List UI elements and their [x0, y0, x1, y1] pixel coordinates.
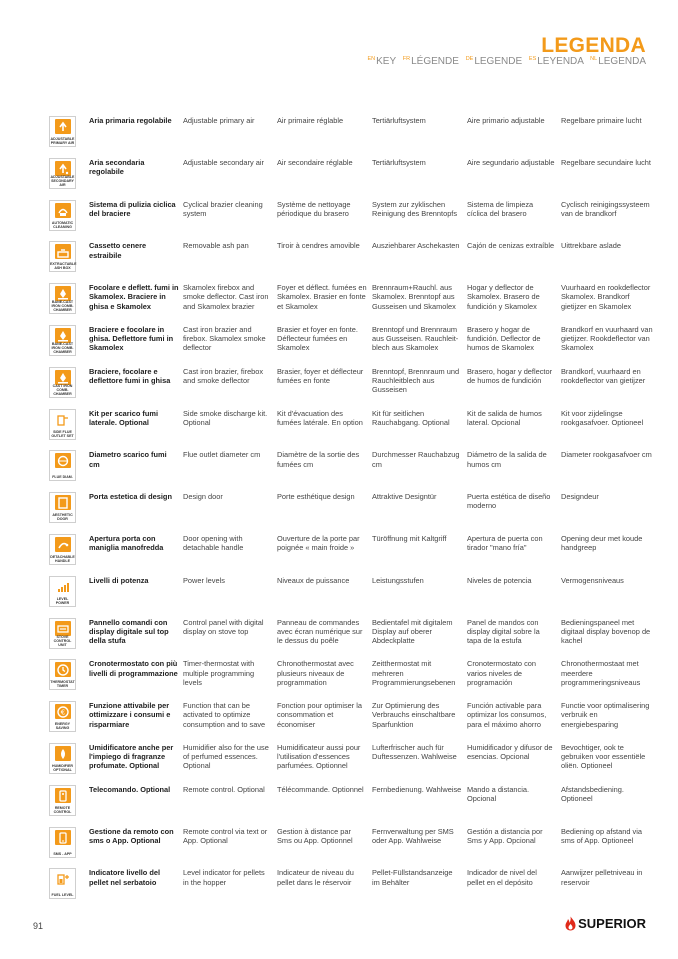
- flue-diameter-icon: [49, 450, 76, 481]
- svg-text:€: €: [60, 708, 66, 717]
- label-fr: Système de nettoyage périodique du brasero: [277, 199, 351, 218]
- label-de: Tertiärluftsystem: [372, 157, 426, 167]
- legend-row: [49, 865, 659, 907]
- label-it: Livelli di potenza: [89, 575, 149, 585]
- icon-caption: AESTHETIC DOOR: [52, 513, 73, 522]
- label-en: Design door: [183, 492, 223, 502]
- brand-name: SUPERIOR: [578, 916, 646, 931]
- icon-caption: SIDE FLUE OUTLET SET: [51, 429, 74, 438]
- label-nl: Brandkorf, vuurhaard en rookdeflector van gietijzer: [561, 366, 646, 385]
- extractable-ash-box-icon: [49, 241, 76, 272]
- icon-caption: EXTRACTABLE ASH BOX: [50, 262, 77, 271]
- label-de: System zur zyklischen Reinigung des Brenntopfs: [372, 199, 458, 218]
- icon-caption: ADJUSTABLE SECONDARY AIR: [50, 174, 75, 187]
- label-fr: Tiroir à cendres amovible: [277, 241, 360, 251]
- icon-caption: HUMIDIFIER OPTIONAL: [52, 763, 73, 772]
- lang-nl: $^{NL}$LEGENDA: [590, 56, 646, 67]
- label-de: Tertiärluftsystem: [372, 116, 426, 125]
- label-en: Timer-thermostat with multiple programming levels: [183, 659, 255, 687]
- label-es: Niveles de potencia: [467, 575, 532, 585]
- label-en: Function that can be activated to optimize consumption and to save: [183, 701, 266, 729]
- label-en: Flue outlet diameter cm: [183, 450, 261, 460]
- label-en: Adjustable secondary air: [183, 157, 264, 167]
- label-it: Pannello comandi con display digitale sul top della stufa: [89, 617, 169, 645]
- legend-row: [49, 824, 659, 866]
- legend-row: [49, 322, 659, 364]
- label-nl: Kit voor zijdelingse rookgasafvoer. Optioneel: [561, 408, 644, 427]
- label-nl: Aanwijzer pelletniveau in reservoir: [561, 868, 643, 887]
- stove-control-unit-icon: [49, 618, 76, 649]
- icon-caption: LEVEL POWER: [55, 596, 70, 605]
- label-en: Level indicator for pellets in the hopper: [183, 868, 265, 887]
- label-en: Humidifier also for the use of perfumed essences. Optional: [183, 742, 269, 771]
- label-en: Skamolex firebox and smoke deflector. Cast iron and Skamolex brazier: [183, 283, 269, 311]
- label-it: Aria secondaria regolabile: [89, 157, 145, 176]
- language-list: [364, 56, 647, 67]
- label-it: Telecomando. Optional: [89, 784, 171, 794]
- label-de: Brenntopf, Brennraum und Rauchleitblech aus Gusseisen: [372, 366, 460, 395]
- legend-row: [49, 238, 659, 280]
- legend-row: [49, 698, 659, 740]
- side-flue-outlet-icon: [49, 409, 76, 440]
- label-fr: Foyer et déflect. fumées en Skamolex. Brasier en fonte et Skamolex: [277, 283, 367, 311]
- label-it: Braciere e focolare in ghisa. Deflettore fumi in Skamolex: [89, 324, 174, 353]
- label-fr: Brasier, foyer et déflecteur fumées en fonte: [277, 366, 364, 385]
- label-nl: Cyclisch reinigingssysteem van de brandkorf: [561, 199, 650, 218]
- adjustable-secondary-air-icon: [49, 158, 76, 189]
- label-fr: Chronothermostat avec plusieurs niveaux de programmation: [277, 659, 354, 687]
- label-en: Adjustable primary air: [183, 116, 255, 125]
- label-de: Türöffnung mit Kaltgriff: [372, 533, 447, 543]
- label-es: Brasero, hogar y deflector de humos de fundición: [467, 366, 553, 385]
- label-es: Cronotermostato con varios niveles de programación: [467, 659, 537, 687]
- label-de: Pellet-Füllstandsanzeige im Behälter: [372, 868, 453, 887]
- label-it: Indicatore livello del pellet nel serbatoio: [89, 868, 161, 887]
- label-nl: Chronothermostaat met meerdere programmeringsniveaus: [561, 659, 641, 687]
- lang-en: $^{EN}$KEY: [367, 56, 396, 67]
- icon-caption: FLUE DIAM.: [52, 475, 73, 480]
- adjustable-primary-air-icon: [49, 116, 76, 147]
- legend-row: [49, 573, 659, 615]
- legend-row: [49, 155, 659, 197]
- label-en: Cast iron brazier, firebox and smoke deflector: [183, 366, 264, 385]
- label-it: Sistema di pulizia ciclica del braciere: [89, 199, 176, 218]
- legend-row: [49, 615, 659, 657]
- label-en: Removable ash pan: [183, 241, 249, 251]
- icon-caption: BANE-CAST IRON COMB. CHAMBER: [51, 300, 74, 313]
- label-es: Aire segundario adjustable: [467, 157, 555, 167]
- label-it: Aria primaria regolabile: [89, 116, 172, 125]
- label-de: Fernverwaltung per SMS oder App. Wahlweise: [372, 826, 454, 845]
- icon-caption: STOVE CONTROL UNIT: [53, 634, 72, 647]
- legend-row: [49, 447, 659, 489]
- label-de: Kit für seitlichen Rauchabgang. Optional: [372, 408, 450, 427]
- label-nl: Brandkorf en vuurhaard van gietijzer. Rookdeflector van Skamolex: [561, 324, 653, 353]
- label-de: Ausziehbarer Aschekasten: [372, 241, 460, 251]
- label-fr: Air primaire réglable: [277, 116, 344, 125]
- label-en: Power levels: [183, 575, 225, 585]
- label-nl: Vermogensniveaus: [561, 575, 624, 585]
- legend-row: [49, 280, 659, 322]
- cast-iron-skamolex-chamber-icon: [49, 325, 76, 356]
- label-it: Funzione attivabile per ottimizzare i consumi e risparmiare: [89, 701, 171, 729]
- label-fr: Niveaux de puissance: [277, 575, 350, 585]
- label-nl: Vuurhaard en rookdeflector Skamolex. Brandkorf gietijzer en Skamolex: [561, 283, 651, 311]
- label-es: Apertura de puerta con tirador "mano fría": [467, 533, 543, 553]
- label-en: Cast iron brazier and firebox. Skamolex smoke deflector: [183, 324, 266, 353]
- label-es: Sistema de limpieza cíclica del brasero: [467, 199, 534, 218]
- legend-row: [49, 656, 659, 698]
- label-it: Apertura porta con maniglia manofredda: [89, 533, 164, 553]
- icon-caption: FUEL LEVEL: [51, 893, 74, 898]
- label-nl: Uittrekbare aslade: [561, 241, 621, 251]
- label-es: Brasero y hogar de fundición. Deflector de humos de Skamolex: [467, 324, 541, 353]
- label-fr: Fonction pour optimiser la consommation et économiser: [277, 701, 363, 729]
- label-nl: Regelbare primaire lucht: [561, 116, 642, 125]
- label-es: Kit de salida de humos lateral. Opcional: [467, 408, 542, 427]
- label-es: Diámetro de la salida de humos cm: [467, 450, 547, 469]
- icon-caption: SMS - APP: [53, 851, 72, 856]
- label-fr: Gestion à distance par Sms ou App. Optionnel: [277, 826, 353, 845]
- icon-caption: DETACHABLE HANDLE: [50, 554, 75, 563]
- label-es: Aire primario adjustable: [467, 116, 545, 125]
- aesthetic-door-icon: [49, 492, 76, 523]
- label-de: Zeitthermostat mit mehreren Programmierungsebenen: [372, 659, 456, 687]
- label-de: Attraktive Designtür: [372, 492, 437, 502]
- label-es: Panel de mandos con display digital sobre la tapa de la estufa: [467, 617, 540, 645]
- legend-row: [49, 740, 659, 782]
- label-fr: Air secondaire réglable: [277, 157, 353, 167]
- lang-es: $^{ES}$LEYENDA: [528, 56, 584, 67]
- label-it: Focolare e deflett. fumi in Skamolex. Braciere in ghisa e Skamolex: [89, 283, 179, 311]
- label-es: Hogar y deflector de Skamolex. Brasero de fundición y Skamolex: [467, 283, 540, 311]
- label-nl: Bediening op afstand via sms of App. Optioneel: [561, 826, 642, 845]
- label-nl: Opening deur met koude handgreep: [561, 533, 643, 553]
- label-it: Cronotermostato con più livelli di programmazione: [89, 659, 178, 678]
- label-de: Brenntopf und Brennraum aus Gusseisen. Rauchleit-blech aus Skamolex: [372, 324, 459, 353]
- skamolex-combustion-chamber-icon: [49, 283, 76, 314]
- legend-row: [49, 531, 659, 573]
- icon-caption: ADJUSTABLE PRIMARY AIR: [50, 137, 75, 145]
- label-es: Mando a distancia. Opcional: [467, 784, 530, 803]
- label-fr: Diamètre de la sortie des fumées cm: [277, 450, 360, 469]
- label-de: Fernbedienung. Wahlweise: [372, 784, 462, 794]
- cast-iron-chamber-icon: [49, 367, 76, 398]
- label-de: Zur Optimierung des Verbrauchs einschaltbare Sparfunktion: [372, 701, 456, 729]
- label-it: Umidificatore anche per l'impiego di fragranze profumate. Optional: [89, 742, 174, 771]
- label-it: Braciere, focolare e deflettore fumi in ghisa: [89, 366, 171, 385]
- label-de: Leistungsstufen: [372, 575, 424, 585]
- label-es: Indicador de nivel del pellet en el depósito: [467, 868, 537, 887]
- label-es: Cajón de cenizas extraíble: [467, 241, 555, 251]
- label-en: Door opening with detachable handle: [183, 533, 244, 553]
- remote-control-icon: [49, 785, 76, 816]
- label-it: Gestione da remoto con sms o App. Optional: [89, 826, 174, 845]
- label-es: Puerta estética de diseño moderno: [467, 492, 551, 511]
- legend-table: [49, 113, 659, 907]
- label-it: Cassetto cenere estraibile: [89, 241, 147, 260]
- label-en: Remote control via text or App. Optional: [183, 826, 268, 845]
- label-nl: Afstandsbediening. Optioneel: [561, 784, 624, 803]
- icon-caption: CAST IRON COMB. CHAMBER: [52, 383, 73, 396]
- label-nl: Designdeur: [561, 492, 599, 502]
- label-en: Control panel with digital display on stove top: [183, 617, 264, 636]
- label-nl: Bevochtiger, ook te gebruiken voor essentiële oliën. Optioneel: [561, 742, 646, 771]
- label-nl: Diameter rookgasafvoer cm: [561, 450, 652, 460]
- label-it: Porta estetica di design: [89, 492, 172, 502]
- label-fr: Ouverture de la porte par poignée « main froide »: [277, 533, 360, 553]
- icon-caption: ENERGY SAVING: [54, 722, 71, 731]
- fuel-level-icon: [49, 868, 76, 899]
- page-number: 91: [33, 921, 44, 931]
- label-fr: Brasier et foyer en fonte. Déflecteur fumées en Skamolex: [277, 324, 358, 353]
- level-power-icon: [49, 576, 76, 607]
- flame-icon: [565, 916, 576, 931]
- label-fr: Panneau de commandes avec écran numérique sur le dessus du poêle: [277, 617, 363, 645]
- label-fr: Humidificateur aussi pour l'utilisation d'essences parfumées. Optionnel: [277, 742, 361, 771]
- legend-row: [49, 197, 659, 239]
- humidifier-icon: [49, 743, 76, 774]
- label-nl: Bedieningspaneel met digitaal display bovenop de kachel: [561, 617, 651, 645]
- legend-row: [49, 406, 659, 448]
- automatic-cleaning-icon: [49, 200, 76, 231]
- label-de: Bedientafel mit digitalem Display auf oberer Abdeckplatte: [372, 617, 453, 645]
- label-de: Brennraum+Rauchl. aus Skamolex. Brenntopf aus Gusseisen und Skamolex: [372, 283, 456, 311]
- label-it: Diametro scarico fumi cm: [89, 450, 167, 469]
- detachable-handle-icon: [49, 534, 76, 565]
- label-es: Humidificador y difusor de esencias. Opcional: [467, 742, 553, 762]
- legend-row: [49, 113, 659, 155]
- legend-row: [49, 782, 659, 824]
- icon-caption: THERMOSTAT TIMER: [50, 680, 75, 689]
- icon-caption: REMOTE CONTROL: [53, 805, 72, 814]
- lang-fr: $^{FR}$LÉGENDE: [402, 56, 459, 67]
- label-fr: Indicateur de niveau du pellet dans le réservoir: [277, 868, 354, 887]
- label-de: Lufterfrischer auch für Duftessenzen. Wahlweise: [372, 742, 457, 762]
- label-it: Kit per scarico fumi laterale. Optional: [89, 408, 158, 427]
- lang-de: $^{DE}$LEGENDE: [465, 56, 523, 67]
- label-de: Durchmesser Rauchabzug cm: [372, 450, 460, 469]
- legend-row: [49, 489, 659, 531]
- icon-caption: AUTOMATIC CLEANING: [51, 220, 74, 229]
- label-fr: Kit d'évacuation des fumées latérale. En option: [277, 408, 363, 427]
- label-fr: Télécommande. Optionnel: [277, 784, 364, 794]
- thermostat-timer-icon: [49, 659, 76, 690]
- icon-caption: BANE-CAST IRON COMB. CHAMBER: [51, 341, 74, 354]
- page-title: LEGENDA: [541, 34, 646, 57]
- legend-row: [49, 364, 659, 406]
- label-fr: Porte esthétique design: [277, 492, 355, 502]
- energy-saving-icon: [49, 701, 76, 732]
- sms-app-icon: [49, 827, 76, 858]
- label-es: Función activable para optimizar los consumos, para el máximo ahorro: [467, 701, 547, 729]
- label-en: Side smoke discharge kit. Optional: [183, 408, 268, 427]
- brand-logo: [565, 916, 646, 931]
- label-nl: Functie voor optimalisering verbruik en energiebesparing: [561, 701, 650, 729]
- label-en: Cyclical brazier cleaning system: [183, 199, 263, 218]
- label-es: Gestión a distancia por Sms y App. Opcional: [467, 826, 543, 845]
- label-en: Remote control. Optional: [183, 784, 265, 794]
- label-nl: Regelbare secundaire lucht: [561, 157, 651, 167]
